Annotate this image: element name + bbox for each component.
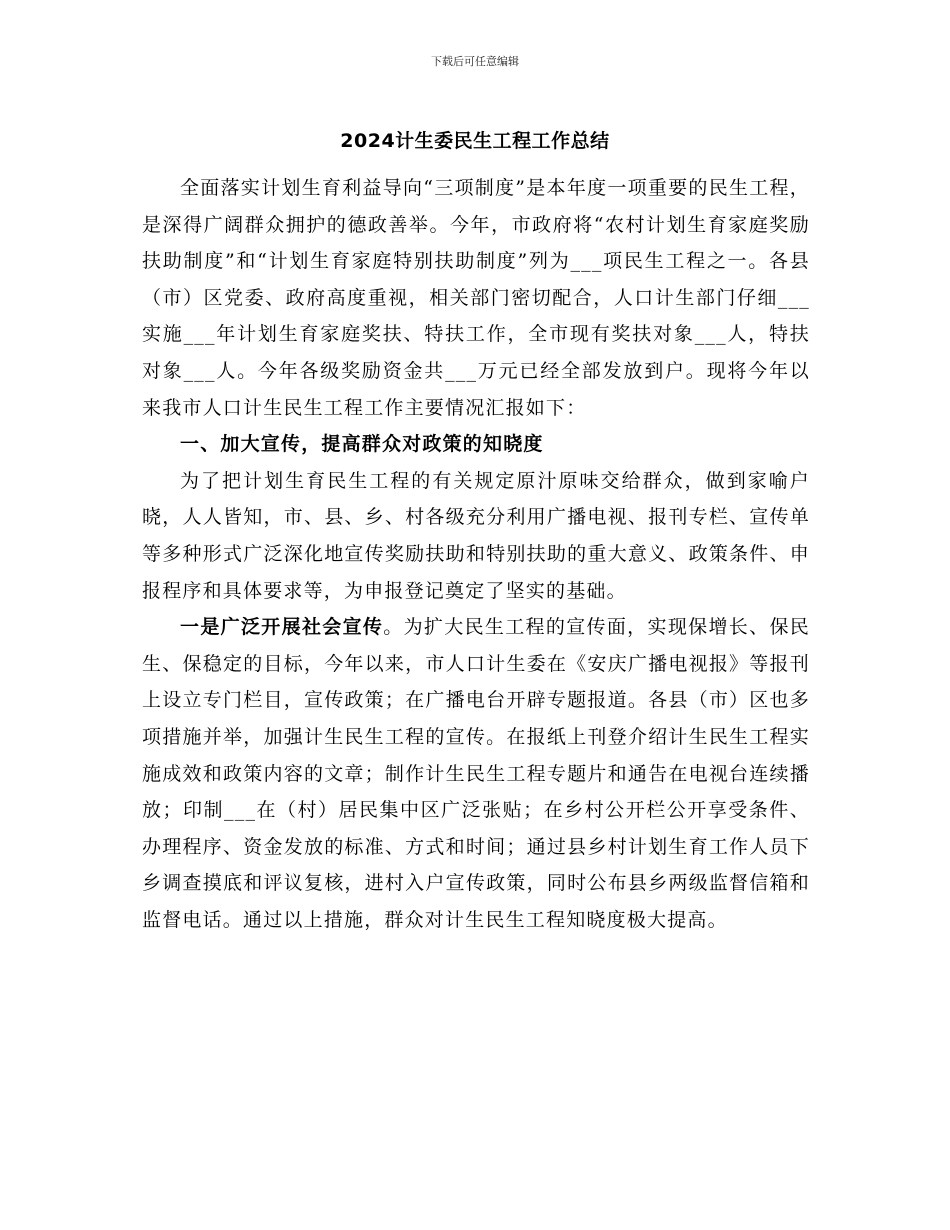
intro-paragraph: 全面落实计划生育利益导向“三项制度”是本年度一项重要的民生工程，是深得广阔群众拥护的德政善举。今年，市政府将“农村计划生育家庭奖励扶助制度”和“计划生育家庭特别扶助制度”列为___项民生工程之一。各县（市）区党委、政府高度重视，相关部门密切配合，人口计生部门仔细___实施___年计划生育家庭奖扶、特扶工作，全市现有奖扶对象___人，特扶对象___人。今年各级奖励资金共___万元已经全部发放到户。现将今年以来我市人口计生民生工程工作主要情况汇报如下： xyxy=(142,177,810,419)
point-text: 。为扩大民生工程的宣传面，实现保增长、保民生、保稳定的目标，今年以来，市人口计生委在《安庆广播电视报》等报刊上设立专门栏目，宣传政策；在广播电台开辟专题报道。各县（市）区也多项措施并举，加强计生民生工程的宣传。在报纸上刊登介绍计生民生工程实施成效和政策内容的文章；制作计生民生工程专题片和通告在电视台连续播放；印制___在（村）居民集中区广泛张贴；在乡村公开栏公开享受条件、办理程序、资金发放的标准、方式和时间；通过县乡村计划生育工作人员下乡调查摸底和评议复核，进村入户宣传政策，同时公布县乡两级监督信箱和监督电话。通过以上措施，群众对计生民生工程知晓度极大提高。 xyxy=(142,616,810,931)
point-lead: 一是广泛开展社会宣传 xyxy=(180,616,384,639)
section-paragraph: 为了把计划生育民生工程的有关规定原汁原味交给群众，做到家喻户晓，人人皆知，市、县、乡、村各级充分利用广播电视、报刊专栏、宣传单等多种形式广泛深化地宣传奖励扶助和特别扶助的重大意义、政策条件、申报程序和具体要求等，为申报登记奠定了坚实的基础。 xyxy=(142,469,810,602)
document-title: 2024计生委民生工程工作总结 xyxy=(340,130,610,152)
section-heading: 一、加大宣传，提高群众对政策的知晓度 xyxy=(180,433,544,456)
point-paragraph xyxy=(142,609,810,938)
download-editable-note: 下载后可任意编辑 xyxy=(431,55,519,68)
document-body xyxy=(142,170,810,938)
